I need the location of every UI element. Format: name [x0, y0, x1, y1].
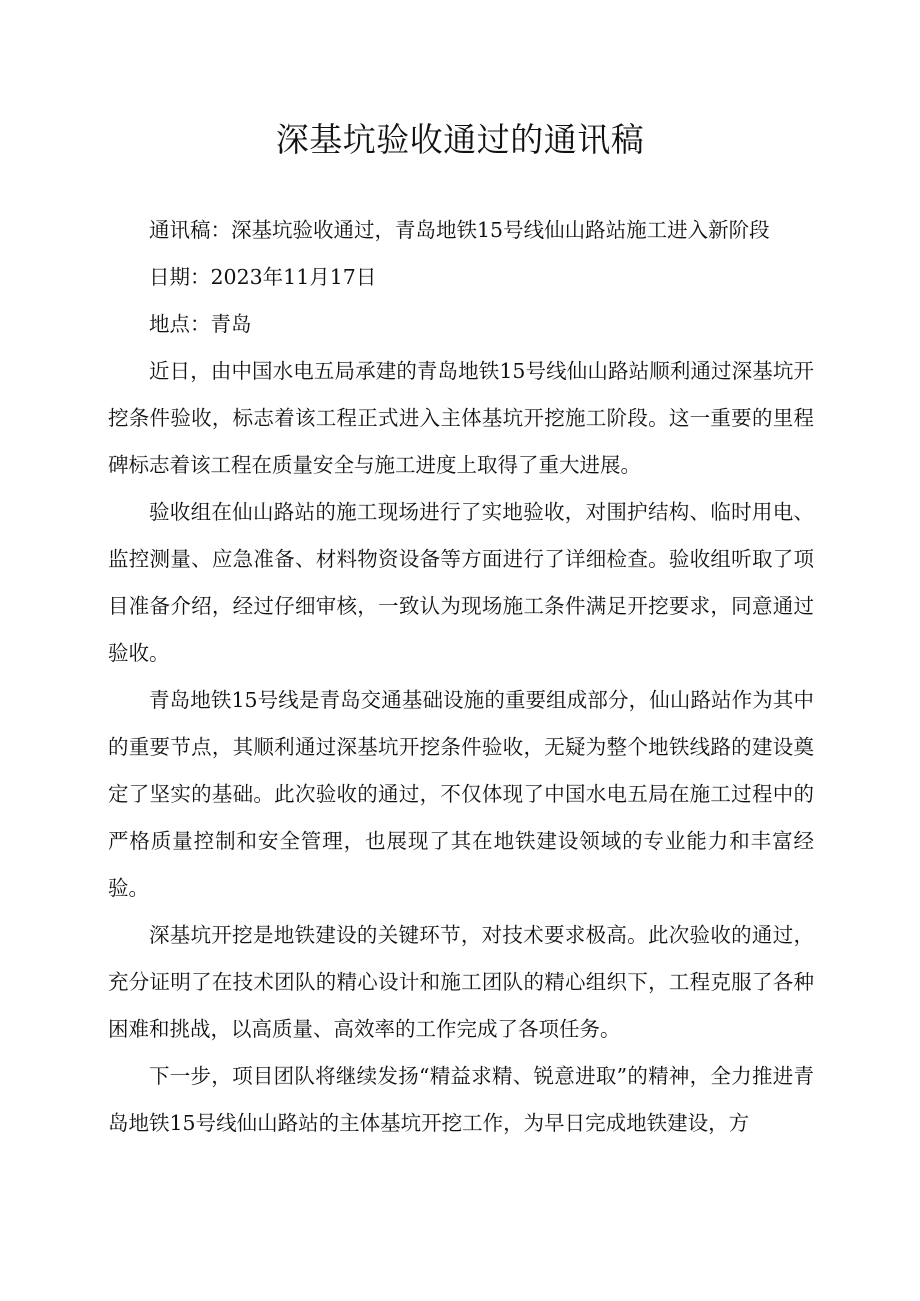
paragraph-excavation: 深基坑开挖是地铁建设的关键环节，对技术要求极高。此次验收的通过，充分证明了在技术团队的精心设计和施工团队的精心组织下，工程克服了各种困难和挑战，以高质量、高效率的工作完成了各项任务。: [108, 923, 814, 1041]
location-line: 地点：青岛: [149, 312, 252, 336]
document-body: [108, 207, 814, 1147]
document-title: 深基坑验收通过的通讯稿: [275, 120, 645, 159]
headline-line: 通讯稿：深基坑验收通过，青岛地铁15号线仙山路站施工进入新阶段: [149, 218, 770, 242]
paragraph-next-steps: 下一步，项目团队将继续发扬“精益求精、锐意进取”的精神，全力推进青岛地铁15号线仙山路站的主体基坑开挖工作，为早日完成地铁建设，方: [108, 1064, 814, 1135]
paragraph-intro: 近日，由中国水电五局承建的青岛地铁15号线仙山路站顺利通过深基坑开挖条件验收，标志着该工程正式进入主体基坑开挖施工阶段。这一重要的里程碑标志着该工程在质量安全与施工进度上取得了重大进展。: [108, 359, 814, 477]
paragraph-significance: 青岛地铁15号线是青岛交通基础设施的重要组成部分，仙山路站作为其中的重要节点，其顺利通过深基坑开挖条件验收，无疑为整个地铁线路的建设奠定了坚实的基础。此次验收的通过，不仅体现了中国水电五局在施工过程中的严格质量控制和安全管理，也展现了其在地铁建设领域的专业能力和丰富经验。: [108, 688, 814, 900]
paragraph-inspection: 验收组在仙山路站的施工现场进行了实地验收，对围护结构、临时用电、监控测量、应急准备、材料物资设备等方面进行了详细检查。验收组听取了项目准备介绍，经过仔细审核，一致认为现场施工条件满足开挖要求，同意通过验收。: [108, 500, 814, 665]
date-line: 日期：2023年11月17日: [149, 265, 377, 289]
